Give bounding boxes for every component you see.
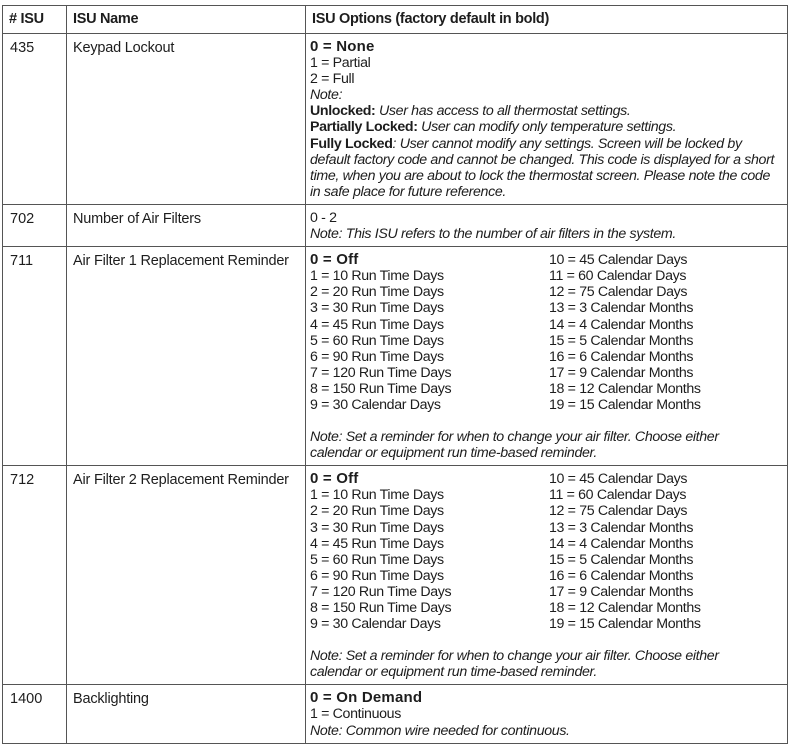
option: 5 = 60 Run Time Days: [310, 332, 444, 349]
option: 17 = 9 Calendar Months: [549, 364, 694, 381]
option: 1 = 10 Run Time Days: [310, 268, 444, 285]
note-fully-locked: [310, 136, 783, 200]
default-option: 0 = On Demand: [310, 689, 423, 707]
table-row: [3, 247, 788, 466]
option-columns: [310, 252, 783, 413]
option: 6 = 90 Run Time Days: [310, 348, 444, 365]
table-row: [3, 466, 788, 685]
note-unlocked: [310, 103, 783, 119]
isu-name: Keypad Lockout: [67, 34, 306, 205]
isu-options: [306, 247, 788, 466]
note-term: Unlocked:: [310, 103, 376, 120]
default-option: 0 = None: [310, 38, 375, 55]
header-name: ISU Name: [67, 6, 306, 34]
isu-number: 711: [3, 247, 67, 466]
option: 1 = Partial: [310, 55, 371, 72]
option-column-right: [549, 471, 783, 632]
option: 5 = 60 Run Time Days: [310, 551, 444, 568]
option: 4 = 45 Run Time Days: [310, 535, 444, 552]
option: 2 = 20 Run Time Days: [310, 284, 444, 301]
table-row: [3, 34, 788, 205]
note: Note: Set a reminder for when to change your air filter. Choose either calendar or equipment run time-based reminder.: [310, 648, 719, 681]
isu-number: 1400: [3, 685, 67, 743]
header-options: ISU Options (factory default in bold): [306, 6, 788, 34]
note-text: User has access to all thermostat settings.: [375, 103, 631, 120]
option: 10 = 45 Calendar Days: [549, 252, 688, 269]
option: 16 = 6 Calendar Months: [549, 348, 694, 365]
table-row: [3, 685, 788, 743]
note-partially-locked: [310, 119, 783, 135]
option: 7 = 120 Run Time Days: [310, 364, 452, 381]
option: 9 = 30 Calendar Days: [310, 616, 441, 633]
option: 1 = 10 Run Time Days: [310, 487, 444, 504]
header-isu: # ISU: [3, 6, 67, 34]
option: 17 = 9 Calendar Months: [549, 583, 694, 600]
header-row: [3, 6, 788, 34]
option: 8 = 150 Run Time Days: [310, 600, 452, 616]
option: 12 = 75 Calendar Days: [549, 503, 688, 520]
option: 19 = 15 Calendar Months: [549, 616, 701, 633]
isu-number: 712: [3, 466, 67, 685]
option: 8 = 150 Run Time Days: [310, 380, 452, 397]
option-columns: [310, 471, 783, 632]
note-text: User can modify only temperature settings.: [417, 119, 677, 136]
isu-name: Air Filter 1 Replacement Reminder: [67, 247, 306, 466]
option-column-right: [549, 252, 783, 413]
isu-options: [306, 204, 788, 246]
isu-options: [306, 34, 788, 205]
option-column-left: [310, 471, 549, 632]
note-term: Fully Locked: [310, 135, 393, 152]
default-option: 0 = Off: [310, 470, 359, 488]
isu-name: Backlighting: [67, 685, 306, 743]
isu-name: Number of Air Filters: [67, 204, 306, 246]
option: 3 = 30 Run Time Days: [310, 519, 444, 536]
option: 14 = 4 Calendar Months: [549, 316, 694, 333]
isu-options: [306, 466, 788, 685]
note: Note: Common wire needed for continuous.: [310, 722, 570, 739]
note: Note: This ISU refers to the number of air filters in the system.: [310, 226, 676, 243]
option: 6 = 90 Run Time Days: [310, 567, 444, 584]
option: 18 = 12 Calendar Months: [549, 380, 701, 397]
isu-table: [2, 5, 788, 744]
option: 9 = 30 Calendar Days: [310, 396, 441, 413]
option: 1 = Continuous: [310, 706, 401, 723]
option: 4 = 45 Run Time Days: [310, 316, 444, 333]
note-term: Partially Locked:: [310, 119, 418, 136]
isu-number: 435: [3, 34, 67, 205]
option: 13 = 3 Calendar Months: [549, 300, 694, 317]
option: 11 = 60 Calendar Days: [549, 268, 687, 285]
isu-name: Air Filter 2 Replacement Reminder: [67, 466, 306, 685]
option: 2 = 20 Run Time Days: [310, 503, 444, 520]
option: 2 = Full: [310, 71, 355, 88]
isu-options: [306, 685, 788, 743]
option-column-left: [310, 252, 549, 413]
option: 14 = 4 Calendar Months: [549, 535, 694, 552]
option: 7 = 120 Run Time Days: [310, 583, 452, 600]
option: 10 = 45 Calendar Days: [549, 471, 688, 488]
option: 12 = 75 Calendar Days: [549, 284, 688, 301]
note-label: Note:: [310, 87, 343, 104]
note-text: : User cannot modify any settings. Screen will be locked by default factory code and cannot be changed. This code is displayed for a short time, when you are about to lock the thermostat screen. Please note the code in safe place for future reference.: [310, 135, 775, 200]
default-option: 0 = Off: [310, 251, 359, 269]
option: 16 = 6 Calendar Months: [549, 567, 694, 584]
option: 19 = 15 Calendar Months: [549, 396, 701, 413]
range-option: 0 - 2: [310, 209, 337, 226]
option: 11 = 60 Calendar Days: [549, 487, 687, 504]
option: 13 = 3 Calendar Months: [549, 519, 694, 536]
table-row: [3, 204, 788, 246]
option: 18 = 12 Calendar Months: [549, 600, 701, 616]
isu-number: 702: [3, 204, 67, 246]
option: 15 = 5 Calendar Months: [549, 332, 694, 349]
note: Note: Set a reminder for when to change your air filter. Choose either calendar or equipment run time-based reminder.: [310, 429, 719, 462]
option: 15 = 5 Calendar Months: [549, 551, 694, 568]
option: 3 = 30 Run Time Days: [310, 300, 444, 317]
